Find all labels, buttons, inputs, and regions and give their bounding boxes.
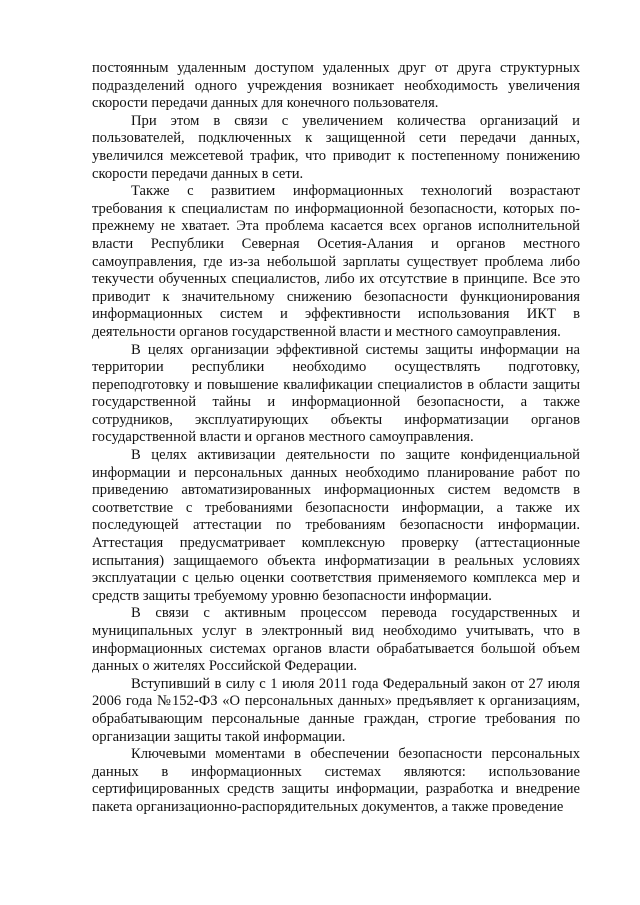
paragraph-federal-law: Вступивший в силу с 1 июля 2011 года Федеральный закон от 27 июля 2006 года №152-ФЗ «О персональных данных» предъявляет к организациям, обрабатывающим персональные данные граждан, строгие требования по организации защиты такой информации. bbox=[92, 675, 580, 745]
paragraph-specialists-shortage: Также с развитием информационных технологий возрастают требования к специалистам по информационной безопасности, которых по-прежнему не хватает. Эта проблема касается всех органов исполнительной власти Республики Северная Осетия-Алания и органов местного самоуправления, где из-за небольшой зарплаты существует проблема либо текучести обученных специалистов, либо их отсутствие в принципе. Все это приводит к значительному снижению безопасности функционирования информационных систем и эффективности использования ИКТ в деятельности органов государственной власти и местного самоуправления. bbox=[92, 183, 580, 340]
paragraph-continuation: постоянным удаленным доступом удаленных друг от друга структурных подразделений одного учреждения возникает необходимость увеличения скорости передачи данных для конечного пользователя. bbox=[92, 60, 580, 112]
paragraph-attestation: В целях активизации деятельности по защите конфиденциальной информации и персональных данных необходимо планирование работ по приведению автоматизированных информационных систем ведомств в соответствие с требованиями безопасности информации, а также их последующей аттестации по требованиям безопасности информации. Аттестация предусматривает комплексную проверку (аттестационные испытания) защищаемого объекта информатизации в реальных условиях эксплуатации с целью оценки соответствия применяемого комплекса мер и средств защиты требуемому уровню безопасности информации. bbox=[92, 447, 580, 604]
paragraph-network-traffic: При этом в связи с увеличением количества организаций и пользователей, подключенных к защищенной сети передачи данных, увеличился межсетевой трафик, что приводит к постепенному понижению скорости передачи данных в сети. bbox=[92, 112, 580, 182]
paragraph-training: В целях организации эффективной системы защиты информации на территории республики необходимо осуществлять подготовку, переподготовку и повышение квалификации специалистов в области защиты государственной тайны и информационной безопасности, а также сотрудников, эксплуатирующих объекты информатизации органов государственной власти и органов местного самоуправления. bbox=[92, 341, 580, 446]
paragraph-electronic-services: В связи с активным процессом перевода государственных и муниципальных услуг в электронный вид необходимо учитывать, что в информационных системах органов власти обрабатывается большой объем данных о жителях Российской Федерации. bbox=[92, 605, 580, 675]
paragraph-key-points: Ключевыми моментами в обеспечении безопасности персональных данных в информационных системах являются: использование сертифицированных средств защиты информации, разработка и внедрение пакета организационно-распорядительных документов, а также проведение bbox=[92, 746, 580, 815]
document-body bbox=[92, 60, 580, 817]
